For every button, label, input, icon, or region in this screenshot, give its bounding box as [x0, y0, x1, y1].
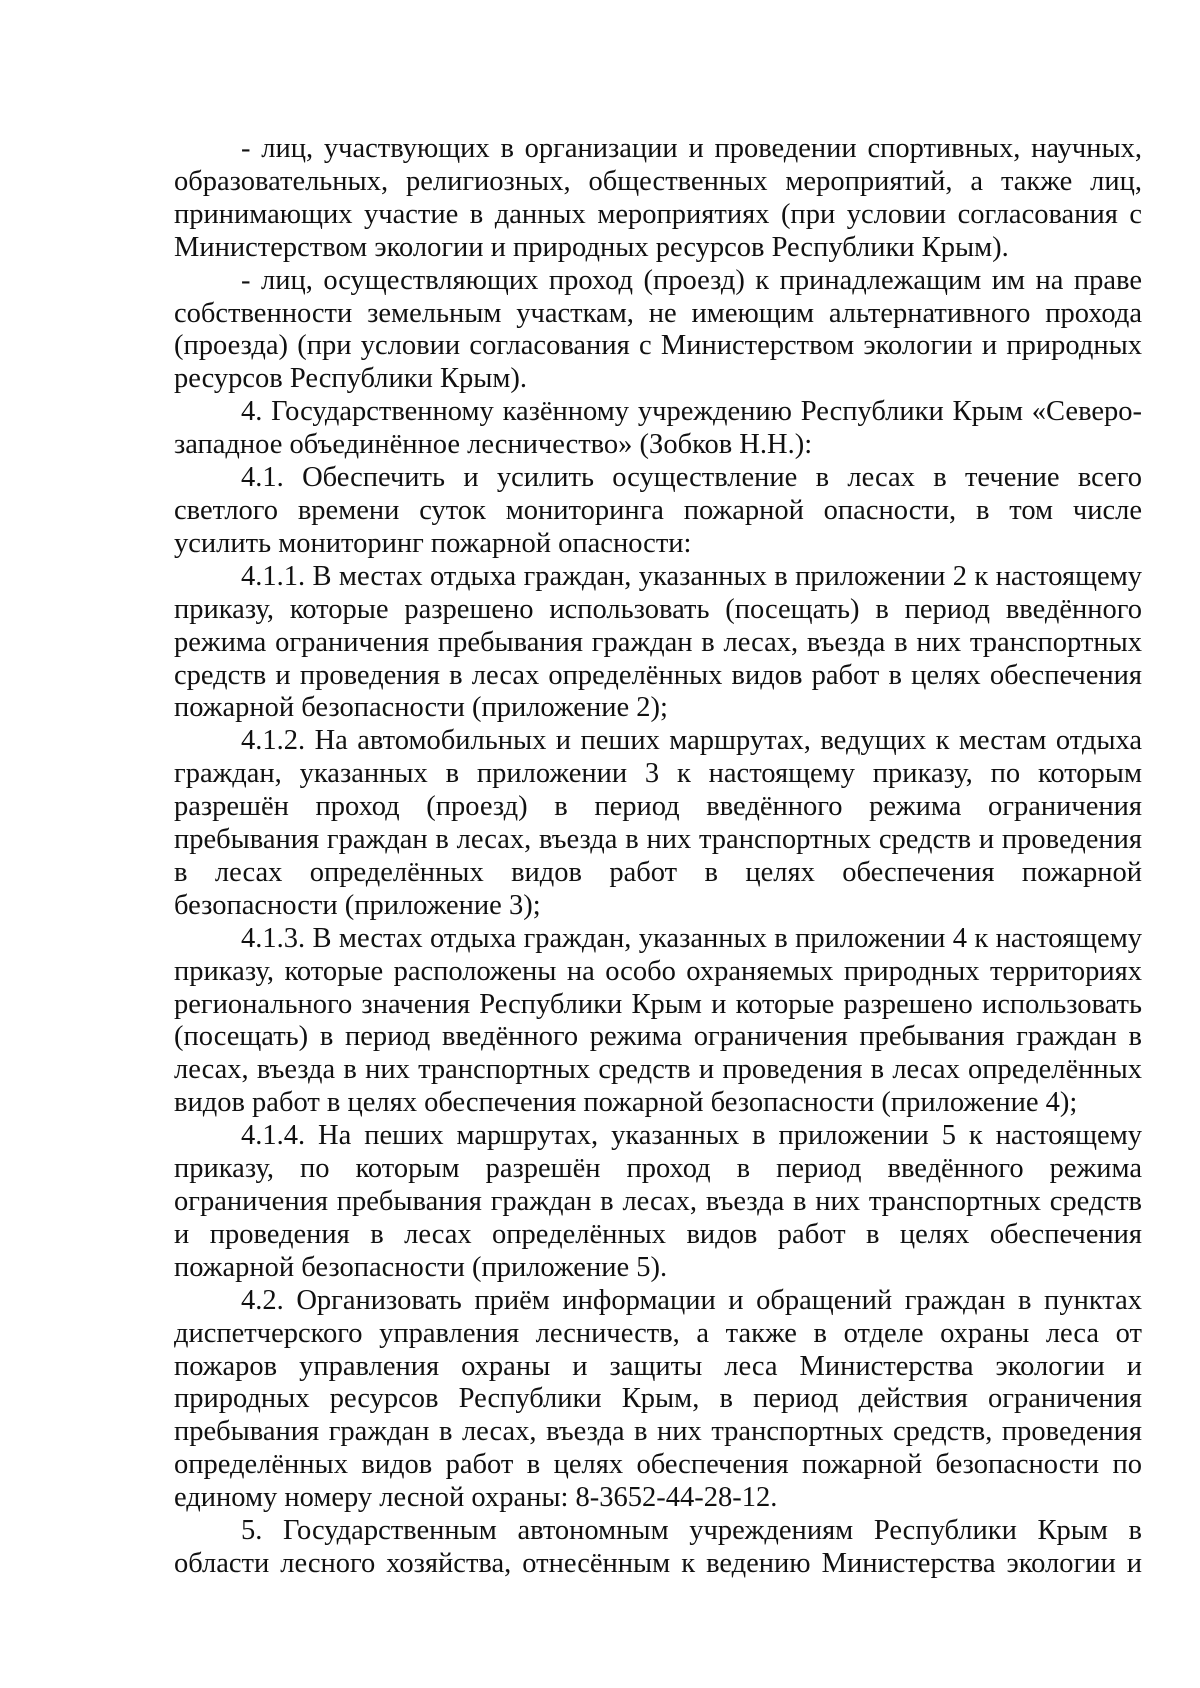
paragraph-item-4-1-1: 4.1.1. В местах отдыха граждан, указанных в приложении 2 к настоящему приказу, которые разрешено использовать (посещать) в период введённого режима ограничения пребывания граждан в лесах, въезда в них транспортных средств и проведения в лесах определённых видов работ в целях обеспечения пожарной безопасности (приложение 2);: [174, 560, 1142, 724]
paragraph-item-4-1-3: 4.1.3. В местах отдыха граждан, указанных в приложении 4 к настоящему приказу, которые расположены на особо охраняемых природных территориях регионального значения Республики Крым и которые разрешено использовать (посещать) в период введённого режима ограничения пребывания граждан в лесах, въезда в них транспортных средств и проведения в лесах определённых видов работ в целях обеспечения пожарной безопасности (приложение 4);: [174, 922, 1142, 1119]
paragraph-land-owners-access: - лиц, осуществляющих проход (проезд) к принадлежащим им на праве собственности земельным участкам, не имеющим альтернативного прохода (проезда) (при условии согласования с Министерством экологии и природных ресурсов Республики Крым).: [174, 264, 1142, 395]
paragraph-item-4-1: 4.1. Обеспечить и усилить осуществление в лесах в течение всего светлого времени суток мониторинга пожарной опасности, в том числе усилить мониторинг пожарной опасности:: [174, 462, 1142, 559]
paragraph-item-4-2: 4.2. Организовать приём информации и обращений граждан в пунктах диспетчерского управления лесничеств, а также в отделе охраны леса от пожаров управления охраны и защиты леса Министерства экологии и природных ресурсов Республики Крым, в период действия ограничения пребывания граждан в лесах, въезда в них транспортных средств, проведения определённых видов работ в целях обеспечения пожарной безопасности по единому номеру лесной охраны: 8-3652-44-28-12.: [174, 1284, 1142, 1514]
paragraph-item-4-1-4: 4.1.4. На пеших маршрутах, указанных в приложении 5 к настоящему приказу, по которым разрешён проход в период введённого режима ограничения пребывания граждан в лесах, въезда в них транспортных средств и проведения в лесах определённых видов работ в целях обеспечения пожарной безопасности (приложение 5).: [174, 1120, 1142, 1283]
paragraph-item-5: 5. Государственным автономным учреждениям Республики Крым в области лесного хозяйства, отнесённым к ведению Министерства экологии и: [174, 1515, 1142, 1579]
paragraph-item-4: 4. Государственному казённому учреждению Республики Крым «Северо-западное объединённое лесничество» (Зобков Н.Н.):: [174, 396, 1142, 461]
document-body: [174, 133, 1142, 1581]
paragraph-item-4-1-2: 4.1.2. На автомобильных и пеших маршрутах, ведущих к местам отдыха граждан, указанных в приложении 3 к настоящему приказу, по которым разрешён проход (проезд) в период введённого режима ограничения пребывания граждан в лесах, въезда в них транспортных средств и проведения в лесах определённых видов работ в целях обеспечения пожарной безопасности (приложение 3);: [174, 725, 1142, 921]
paragraph-sports-events-persons: - лиц, участвующих в организации и проведении спортивных, научных, образовательных, религиозных, общественных мероприятий, а также лиц, принимающих участие в данных мероприятиях (при условии согласования с Министерством экологии и природных ресурсов Республики Крым).: [174, 133, 1142, 263]
